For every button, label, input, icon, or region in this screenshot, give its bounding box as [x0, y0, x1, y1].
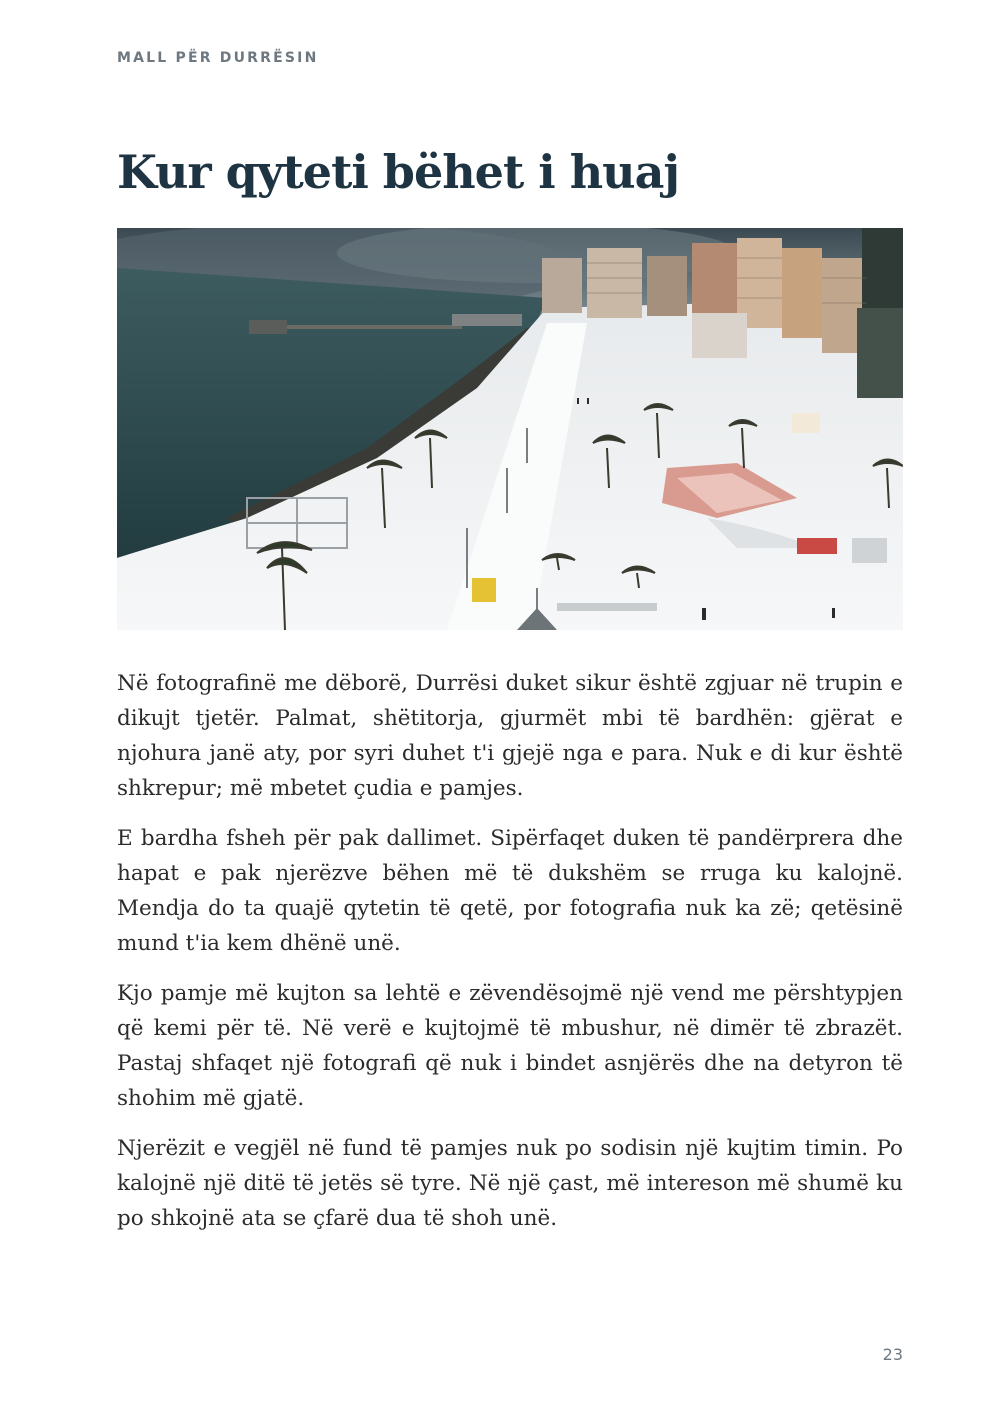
- body-paragraph-3: Kjo pamje më kujton sa lehtë e zëvendësojmë një vend me përshtypjen që kemi për të. Në verë e kujtojmë të mbushur, në dimër të zbrazët. Pastaj shfaqet një fotografi që nuk i bindet asnjërës dhe na detyron të shohim më gjatë.: [117, 981, 903, 1111]
- body-paragraph-4: Njerëzit e vegjël në fund të pamjes nuk po sodisin një kujtim timin. Po kalojnë një ditë të jetës së tyre. Në një çast, më intereson më shumë ku po shkojnë ata se çfarë dua të shoh unë.: [117, 1136, 903, 1231]
- snowy-seafront-photo-icon: [117, 228, 903, 630]
- section-kicker: MALL PËR DURRËSIN: [117, 50, 319, 66]
- page-number: 23: [882, 1345, 903, 1364]
- body-paragraph-2: E bardha fsheh për pak dallimet. Sipërfaqet duken të pandërprera dhe hapat e pak njerëzve bëhen më të dukshëm se rruga ku kalojnë. Mendja do ta quajë qytetin të qetë, por fotografia nuk ka zë; qetësinë mund t'ia kem dhënë unë.: [117, 826, 903, 956]
- article-title: Kur qyteti bëhet i huaj: [117, 145, 680, 199]
- article-photo: [117, 228, 903, 630]
- body-paragraph-1: Në fotografinë me dëborë, Durrësi duket sikur është zgjuar në trupin e dikujt tjetër. Palmat, shëtitorja, gjurmët mbi të bardhën: gjërat e njohura janë aty, por syri duhet t'i gjejë nga e para. Nuk e di kur është shkrepur; më mbetet çudia e pamjes.: [117, 671, 903, 801]
- article-body: [117, 666, 903, 1251]
